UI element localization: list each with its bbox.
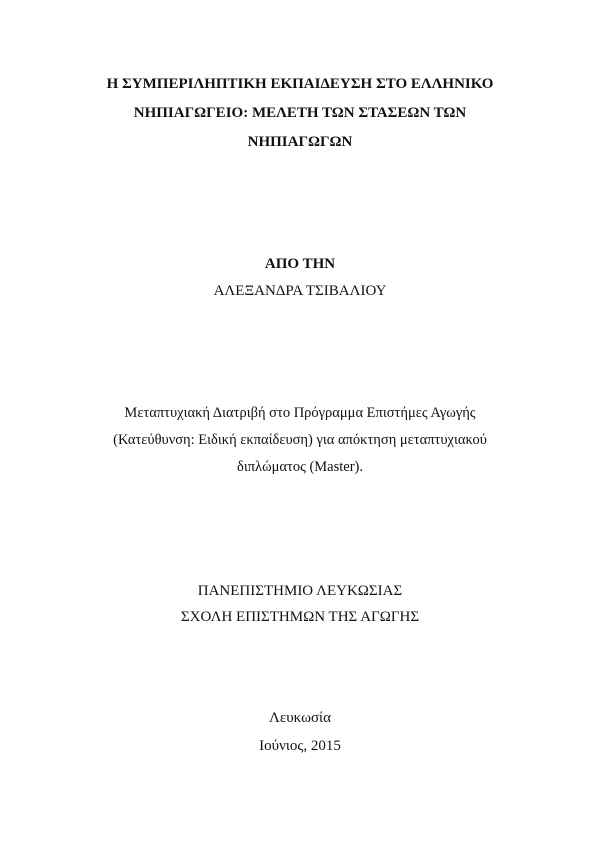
degree-statement-line-1: Μεταπτυχιακή Διατριβή στο Πρόγραμμα Επιστήμες Αγωγής <box>124 405 476 421</box>
institution-section <box>0 578 600 630</box>
place-name: Λευκωσία <box>269 710 331 726</box>
thesis-title-line-2: ΝΗΠΙΑΓΩΓΕΙΟ: ΜΕΛΕΤΗ ΤΩΝ ΣΤΑΣΕΩΝ ΤΩΝ <box>133 105 467 121</box>
thesis-title-line-1: Η ΣΥΜΠΕΡΙΛΗΠΤΙΚΗ ΕΚΠΑΙΔΕΥΣΗ ΣΤΟ ΕΛΛΗΝΙΚΟ <box>106 76 494 92</box>
university-name: ΠΑΝΕΠΙΣΤΗΜΙΟ ΛΕΥΚΩΣΙΑΣ <box>197 583 403 599</box>
thesis-title-line-3: ΝΗΠΙΑΓΩΓΩΝ <box>247 134 353 150</box>
author-by-label: ΑΠΟ ΤΗΝ <box>264 256 336 272</box>
school-name: ΣΧΟΛΗ ΕΠΙΣΤΗΜΩΝ ΤΗΣ ΑΓΩΓΗΣ <box>180 609 420 625</box>
author-section <box>0 251 600 305</box>
submission-date: Ιούνιος, 2015 <box>259 738 341 754</box>
thesis-title <box>0 70 600 157</box>
degree-statement-line-3: διπλώματος (Master). <box>237 459 363 475</box>
author-name: ΑΛΕΞΑΝΔΡΑ ΤΣΙΒΑΛΙΟΥ <box>213 283 387 299</box>
degree-statement <box>0 400 600 481</box>
degree-statement-line-2: (Κατεύθυνση: Ειδική εκπαίδευση) για απόκτηση μεταπτυχιακού <box>113 432 487 448</box>
place-date-section <box>0 704 600 760</box>
